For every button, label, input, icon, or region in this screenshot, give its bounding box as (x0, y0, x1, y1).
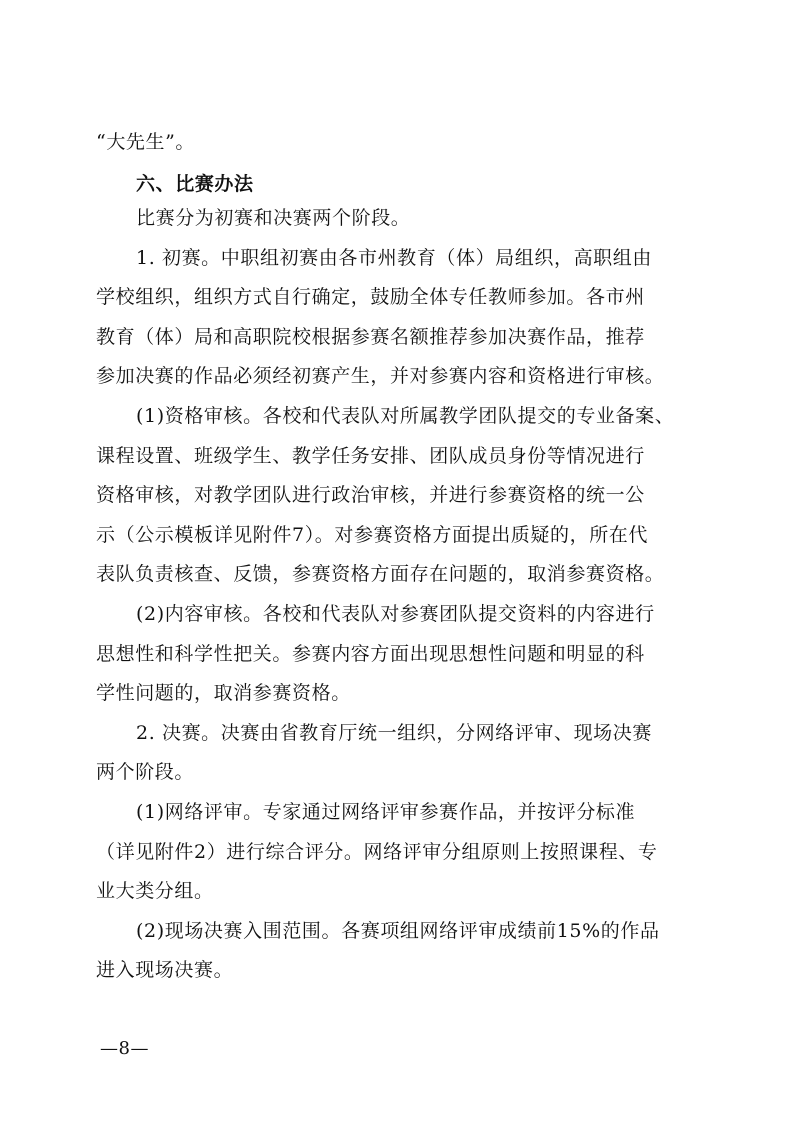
paragraph-line: (2)现场决赛入围范围。各赛项组网络评审成绩前15%的作品 (136, 920, 660, 942)
paragraph-line: 课程设置、班级学生、教学任务安排、团队成员身份等情况进行 (96, 445, 645, 467)
paragraph-line: 思想性和科学性把关。参赛内容方面出现思想性问题和明显的科 (96, 643, 645, 665)
continuation-text: “大先生”。 (96, 131, 196, 153)
section-heading: 六、比赛办法 (136, 173, 254, 195)
paragraph-line: 教育（体）局和高职院校根据参赛名额推荐参加决赛作品，推荐 (96, 326, 645, 348)
paragraph-line: 参加决赛的作品必须经初赛产生，并对参赛内容和资格进行审核。 (96, 365, 665, 387)
paragraph-line: 1. 初赛。中职组初赛由各市州教育（体）局组织，高职组由 (136, 247, 652, 269)
paragraph-line: 学性问题的，取消参赛资格。 (96, 682, 351, 704)
paragraph-line: 学校组织，组织方式自行确定，鼓励全体专任教师参加。各市州 (96, 286, 645, 308)
paragraph-line: (2)内容审核。各校和代表队对参赛团队提交资料的内容进行 (136, 603, 655, 625)
page-number: —8— (100, 1038, 149, 1059)
paragraph-line: (1)网络评审。专家通过网络评审参赛作品，并按评分标准 (136, 801, 636, 823)
section-intro: 比赛分为初赛和决赛两个阶段。 (136, 207, 411, 229)
paragraph-line: (1)资格审核。各校和代表队对所属教学团队提交的专业备案、 (136, 405, 675, 427)
paragraph-line: （详见附件2）进行综合评分。网络评审分组原则上按照课程、专 (96, 841, 658, 863)
paragraph-line: 业大类分组。 (96, 880, 214, 902)
paragraph-line: 表队负责核查、反馈，参赛资格方面存在问题的，取消参赛资格。 (96, 563, 665, 585)
paragraph-line: 两个阶段。 (96, 761, 195, 783)
paragraph-line: 资格审核，对教学团队进行政治审核，并进行参赛资格的统一公 (96, 484, 645, 506)
paragraph-line: 示（公示模板详见附件7）。对参赛资格方面提出质疑的，所在代 (96, 524, 648, 546)
paragraph-line: 2. 决赛。决赛由省教育厅统一组织，分网络评审、现场决赛 (136, 722, 652, 744)
paragraph-line: 进入现场决赛。 (96, 959, 234, 981)
